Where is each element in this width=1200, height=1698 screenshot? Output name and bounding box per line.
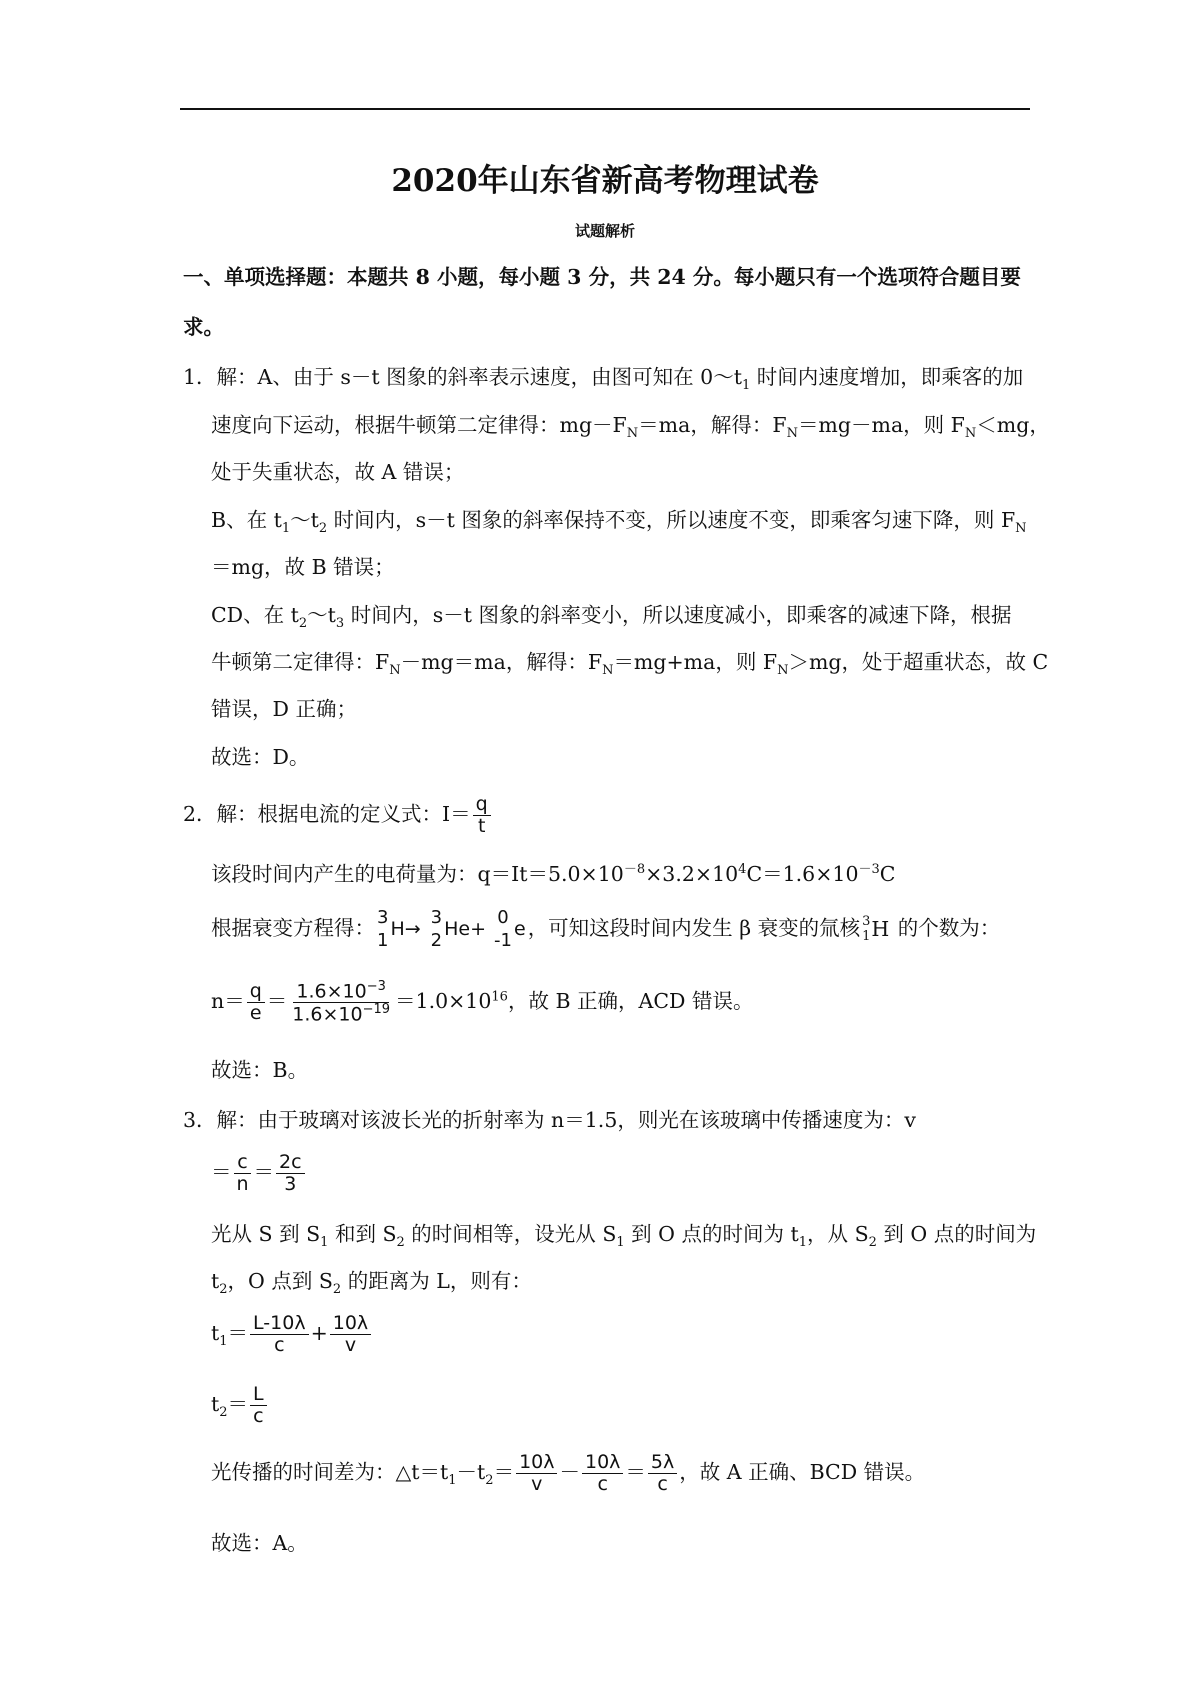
q3-t2-equation: $t_2=$ $\frac{L}{c}$ bbox=[211, 1384, 269, 1428]
q1-line-6: CD、在 $t_2\sim t_3$ 时间内，s－t 图象的斜率变小，所以速度减小，即乘客的减速下降，根据 bbox=[211, 603, 1012, 632]
q1-answer: 故选：D。 bbox=[211, 745, 310, 769]
fraction-t1-first: $\frac{L-10\lambda}{c}$ bbox=[250, 1313, 309, 1356]
header-rule bbox=[180, 108, 1030, 110]
q2-line-1: 2．解：根据电流的定义式：I＝ $\frac{q}{t}$ bbox=[183, 794, 493, 837]
tritium-symbol: 3 1 H bbox=[862, 913, 890, 945]
q3-line-7: 光传播的时间差为：$\triangle t=t_1-t_2=$ $\frac{10\lambda}{v}$ － $\frac{10\lambda}{c}$ ＝ $\frac{5\lambda}{c}$ ，故 A 正确、BCD 错误。 bbox=[211, 1451, 926, 1495]
q2-answer: 故选：B。 bbox=[211, 1058, 309, 1082]
q1-line-5: ＝mg，故 B 错误； bbox=[211, 555, 395, 579]
page-title: 2020年山东省新高考物理试卷 bbox=[391, 163, 819, 199]
fraction-q-over-t: $\frac{q}{t}$ bbox=[473, 794, 491, 837]
fraction-t2: $\frac{L}{c}$ bbox=[250, 1384, 267, 1427]
q3-t1-equation: $t_1=$ $\frac{L-10\lambda}{c}$ + $\frac{10\lambda}{v}$ bbox=[211, 1313, 373, 1357]
fraction-2c-over-3: $\frac{2c}{3}$ bbox=[276, 1152, 305, 1195]
q3-answer: 故选：A。 bbox=[211, 1531, 308, 1555]
q1-line-3: 处于失重状态，故 A 错误； bbox=[211, 460, 465, 484]
decay-equation: 3 1 H→ 3 2 He+ 0 -1 e bbox=[377, 907, 526, 952]
section-heading-line-1: 一、单项选择题：本题共 8 小题，每小题 3 分，共 24 分。每小题只有一个选项符合题目要 bbox=[183, 265, 1021, 289]
q1-line-4: B、在 $t_1\sim t_2$ 时间内，s－t 图象的斜率保持不变，所以速度不变，即乘客匀速下降，则 $F_N$ bbox=[211, 508, 1027, 537]
fraction-5lambda-over-c: $\frac{5\lambda}{c}$ bbox=[648, 1452, 677, 1495]
fraction-10lambda-over-c: $\frac{10\lambda}{c}$ bbox=[582, 1452, 623, 1495]
section-heading-line-2: 求。 bbox=[183, 315, 224, 339]
q3-line-4: $t_2$，O 点到 $S_2$ 的距离为 L，则有： bbox=[211, 1269, 532, 1298]
q2-line-4: n＝ $\frac{q}{e}$ ＝ $\frac{1.6\times 10^{-3}}{1.6\times 10^{-19}}$ $=1.0\times 10^{16}$，故 B 正确，ACD 错误。 bbox=[211, 979, 754, 1026]
q1-line-7: 牛顿第二定律得：$F_N-mg=ma$，解得：$F_N=mg+ma$，则 $F_N>mg$，处于超重状态，故 C bbox=[211, 650, 1049, 679]
q3-number: 3． bbox=[183, 1108, 217, 1132]
q2-number: 2． bbox=[183, 801, 217, 826]
q1-line-2: 速度向下运动，根据牛顿第二定律得：$mg-F_N=ma$，解得：$F_N=mg-ma$，则 $F_N<mg$， bbox=[211, 413, 1050, 442]
q2-line-2: 该段时间内产生的电荷量为：$q=It=5.0\times 10^{-8}\times 3.2\times 10^4C=1.6\times 10^{-3}C$ bbox=[211, 861, 896, 886]
fraction-q-over-e: $\frac{q}{e}$ bbox=[247, 981, 265, 1024]
page-subtitle: 试题解析 bbox=[574, 222, 635, 240]
q3-line-2: ＝ $\frac{c}{n}$ ＝ $\frac{2c}{3}$ bbox=[211, 1152, 307, 1195]
q2-line-3: 根据衰变方程得： 3 1 H→ 3 2 He+ 0 -1 e ，可知这段时间内发生 β 衰变的氚核 3 1 H 的个数为： bbox=[211, 907, 1001, 952]
q3-line-1: 3．解：由于玻璃对该波长光的折射率为 n＝1.5，则光在该玻璃中传播速度为：v bbox=[183, 1108, 916, 1132]
q1-line-1: 1．解：A、由于 s－t 图象的斜率表示速度，由图可知在 $0\sim t_1$ 时间内速度增加，即乘客的加 bbox=[183, 365, 1024, 394]
fraction-t1-second: $\frac{10\lambda}{v}$ bbox=[330, 1313, 371, 1356]
fraction-c-over-n: $\frac{c}{n}$ bbox=[234, 1152, 252, 1195]
q1-line-8: 错误，D 正确； bbox=[211, 697, 357, 721]
q1-number: 1． bbox=[183, 365, 217, 389]
fraction-charge-ratio: $\frac{1.6\times 10^{-3}}{1.6\times 10^{-19}}$ bbox=[292, 979, 391, 1026]
q3-line-3: 光从 S 到 $S_1$ 和到 $S_2$ 的时间相等，设光从 $S_1$ 到 O 点的时间为 $t_1$，从 $S_2$ 到 O 点的时间为 bbox=[211, 1222, 1037, 1251]
fraction-10lambda-over-v: $\frac{10\lambda}{v}$ bbox=[516, 1452, 557, 1495]
